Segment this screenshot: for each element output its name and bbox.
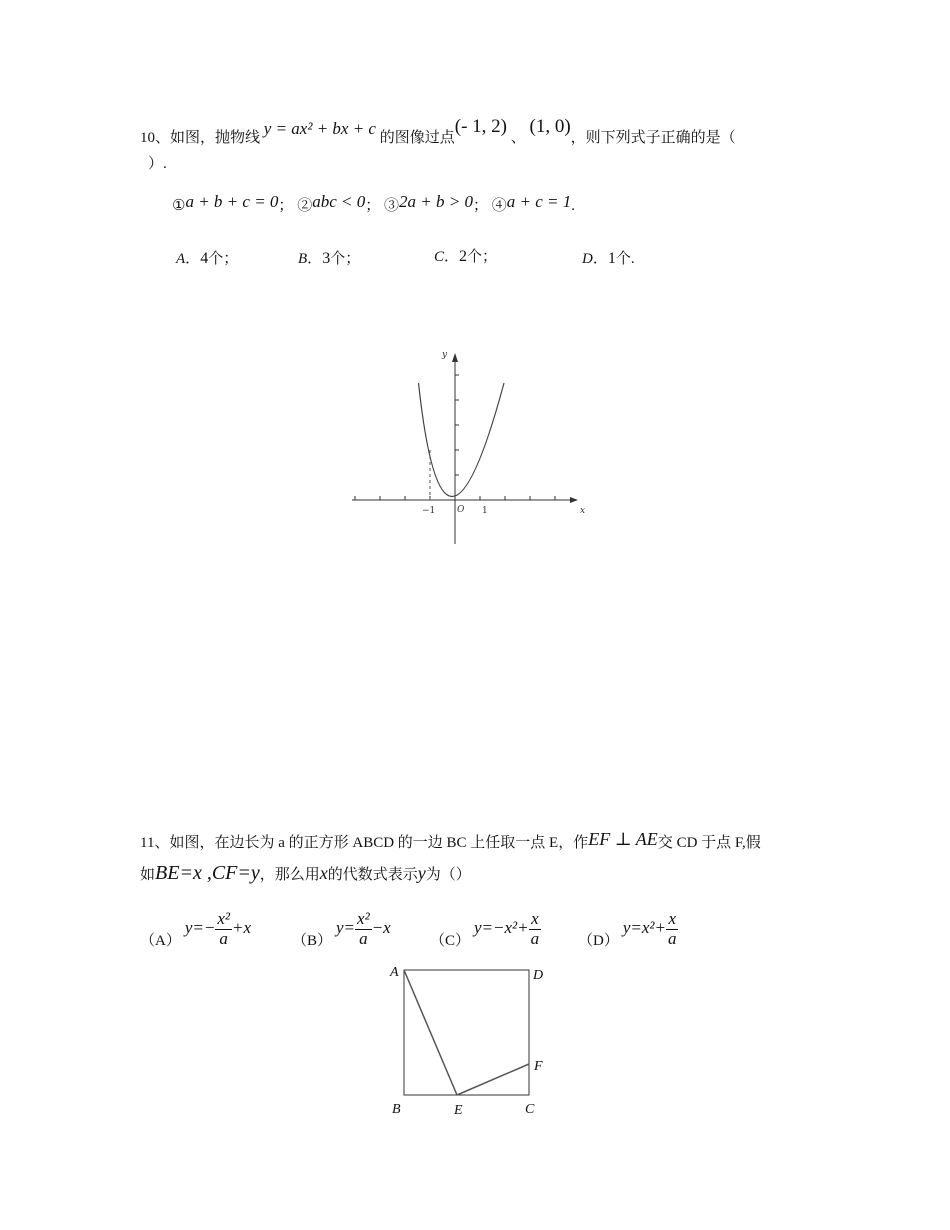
q10-option-d-letter: D	[582, 251, 593, 267]
y-ticks	[455, 375, 459, 475]
q11-perp: EF ⊥ AE	[588, 829, 658, 849]
label-f: F	[534, 1059, 543, 1074]
q10-option-b-value: 3	[322, 250, 331, 267]
q11-option-c-den: a	[530, 928, 540, 948]
q11-number: 11、	[140, 835, 170, 851]
square-abcd	[404, 970, 529, 1095]
q10-mid: 的图像过点	[379, 130, 455, 146]
graph-tick-pos1: 1	[482, 506, 488, 516]
q11-var-y: y	[417, 863, 426, 883]
q10-option-c-unit: 个；	[467, 249, 498, 265]
square-figure	[385, 960, 565, 1120]
q10-close: ）.	[148, 156, 167, 172]
parabola-curve	[419, 383, 505, 497]
statement-1-sep: ；	[278, 198, 294, 214]
y-axis-arrow-icon	[452, 353, 458, 362]
q11-option-a-fraction	[215, 910, 232, 948]
q10-option-c-letter: C	[434, 249, 445, 265]
label-d: D	[533, 968, 544, 983]
statement-1-expr: a + b + c = 0	[185, 192, 279, 211]
q11-option-a-num: x²	[217, 909, 230, 928]
statement-2-expr: abc < 0	[312, 192, 366, 211]
q10-option-d-unit: 个.	[615, 251, 635, 267]
q11-line2-a: 如	[140, 867, 156, 883]
q11-option-d	[578, 910, 678, 948]
q10-line1	[140, 116, 736, 148]
q11-option-d-label: （D）	[578, 932, 619, 949]
q11-option-d-fraction	[666, 910, 679, 948]
q11-option-a-label: （A）	[140, 932, 181, 949]
q11-line2-b: ，那么用	[259, 867, 320, 883]
statement-3-mark: ③	[384, 198, 400, 214]
q11-line2-c: 的代数式表示	[327, 867, 418, 883]
q11-option-b-label: （B）	[292, 932, 333, 949]
q11-option-c-num: x	[529, 910, 542, 930]
q10-point1: (- 1, 2)	[454, 116, 507, 137]
q11-line1	[140, 831, 761, 852]
q11-option-c	[430, 910, 541, 948]
q11-option-b-num: x²	[357, 909, 370, 928]
statement-2-mark: ②	[297, 198, 313, 214]
q10-option-c-value: 2	[459, 248, 468, 265]
q10-option-d-value: 1	[607, 250, 616, 267]
label-a: A	[390, 965, 399, 980]
q11-var-x: x	[319, 863, 328, 883]
graph-tick-neg1: −1	[422, 506, 436, 516]
q10-option-a-letter: A	[176, 251, 186, 267]
graph-x-label: x	[580, 506, 586, 516]
statement-1-mark: ①	[172, 198, 186, 214]
q11-option-d-num: x	[666, 910, 679, 930]
q11-option-c-fraction	[529, 910, 542, 948]
q10-number: 10、	[140, 130, 171, 146]
q11-option-a-den: a	[219, 928, 228, 948]
parabola-graph	[340, 345, 600, 555]
statement-2-sep: ；	[365, 198, 381, 214]
q10-option-b-unit: 个；	[330, 251, 361, 267]
q10-intro: 如图，抛物线	[170, 130, 261, 146]
q11-option-d-lhs: y=x²+	[622, 917, 666, 937]
x-axis-arrow-icon	[570, 497, 578, 503]
q10-option-d: D．1个.	[582, 250, 635, 267]
q11-option-c-label: （C）	[430, 932, 471, 949]
label-e: E	[454, 1103, 463, 1118]
graph-origin-label: O	[457, 505, 465, 515]
q11-option-b-den: a	[359, 928, 368, 948]
q10-option-a-value: 4	[200, 250, 209, 267]
q10-option-a: A．4个；	[176, 250, 239, 267]
q11-option-a	[140, 910, 251, 948]
statement-3-sep: ；	[472, 198, 488, 214]
q10-tail: ，则下列式子正确的是（	[570, 130, 736, 146]
q10-equation: y = ax² + bx + c	[263, 119, 376, 138]
q11-line1-b: 交 CD 于点 F,假	[657, 835, 761, 851]
q10-option-a-unit: 个；	[208, 251, 239, 267]
label-b: B	[392, 1102, 401, 1117]
statement-4-expr: a + c = 1	[506, 192, 572, 211]
q11-option-b-rhs: −x	[371, 917, 391, 937]
q10-option-b-letter: B	[298, 251, 308, 267]
q10-statements	[172, 194, 575, 215]
q11-option-b	[292, 910, 391, 948]
q11-option-a-lhs: y=−	[184, 917, 216, 937]
q11-option-b-fraction	[355, 910, 372, 948]
q11-option-c-lhs: y=−x²+	[474, 917, 529, 937]
q10-option-c: C．2个；	[434, 248, 498, 265]
statement-3-expr: 2a + b > 0	[399, 192, 473, 211]
q11-option-d-den: a	[667, 928, 677, 948]
q11-option-a-rhs: +x	[232, 917, 252, 937]
q10-option-b: B．3个；	[298, 250, 361, 267]
q11-cond: BE=x ,CF=y	[155, 862, 260, 884]
statement-4-sep: .	[571, 198, 575, 214]
q11-line1-a: 如图，在边长为 a 的正方形 ABCD 的一边 BC 上任取一点 E，作	[169, 835, 589, 851]
q11-line2	[140, 862, 471, 885]
q11-option-b-lhs: y=	[336, 917, 356, 937]
segment-ae	[404, 970, 457, 1095]
graph-y-label: y	[442, 350, 448, 360]
label-c: C	[525, 1102, 535, 1117]
q10-point2: (1, 0)	[529, 116, 571, 137]
statement-4-mark: ④	[491, 198, 507, 214]
q10-sep: 、	[510, 130, 526, 146]
q11-line2-d: 为（）	[425, 867, 471, 883]
segment-ef	[457, 1064, 529, 1095]
